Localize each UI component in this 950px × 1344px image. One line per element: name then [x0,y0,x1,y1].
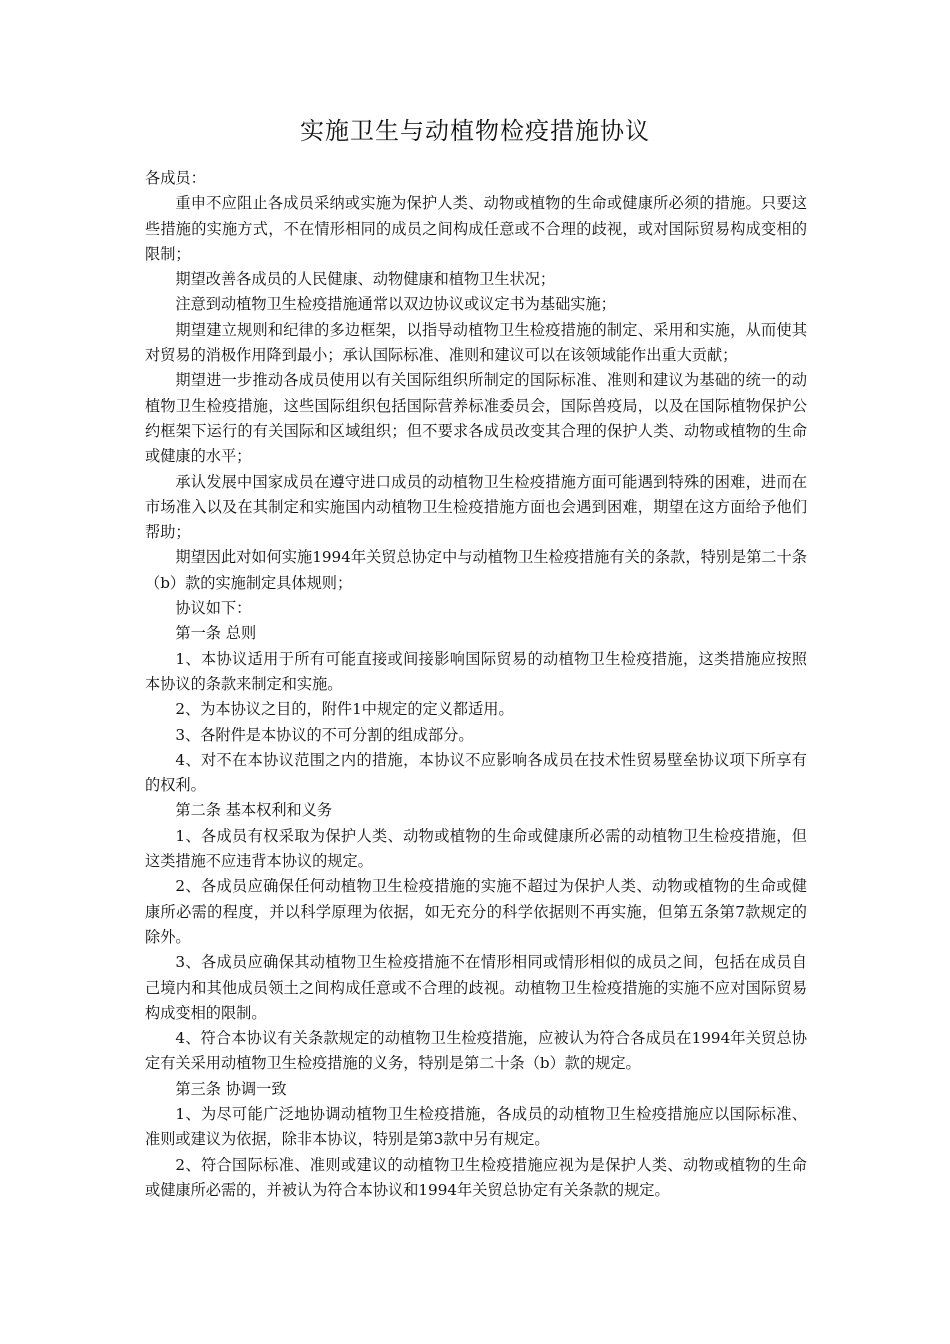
preamble-paragraph: 期望建立规则和纪律的多边框架，以指导动植物卫生检疫措施的制定、采用和实施，从而使其对贸易的消极作用降到最小；承认国际标准、准则和建议可以在该领域能作出重大贡献； [145,320,807,365]
preamble-paragraph: 承认发展中国家成员在遵守进口成员的动植物卫生检疫措施方面可能遇到特殊的困难，进而在市场准入以及在其制定和实施国内动植物卫生检疫措施方面也会遇到困难，期望在这方面给予他们帮助； [145,472,807,542]
article-clause: 4、符合本协议有关条款规定的动植物卫生检疫措施，应被认为符合各成员在1994年关贸总协定有关采用动植物卫生检疫措施的义务，特别是第二十条（b）款的规定。 [145,1029,807,1073]
article-clause: 4、对不在本协议范围之内的措施，本协议不应影响各成员在技术性贸易壁垒协议项下所享有的权利。 [145,750,807,795]
agreement-intro: 协议如下： [175,599,252,618]
preamble-paragraph: 注意到动植物卫生检疫措施通常以双边协议或议定书为基础实施； [175,295,616,314]
article-heading: 第一条 总则 [175,624,257,643]
article-heading: 第二条 基本权利和义务 [175,801,333,820]
article-clause: 3、各成员应确保其动植物卫生检疫措施不在情形相同或情形相似的成员之间，包括在成员自己境内和其他成员领土之间构成任意或不合理的歧视。动植物卫生检疫措施的实施不应对国际贸易构成变相的限制。 [145,953,807,1022]
document-body [145,166,807,1203]
salutation: 各成员： [145,169,206,187]
preamble-paragraph: 期望进一步推动各成员使用以有关国际组织所制定的国际标准、准则和建议为基础的统一的动植物卫生检疫措施，这些国际组织包括国际营养标准委员会，国际兽疫局，以及在国际植物保护公约框架下运行的有关国际和区域组织；但不要求各成员改变其合理的保护人类、动物或植物的生命或健康的水平； [145,371,807,466]
article-clause: 2、符合国际标准、准则或建议的动植物卫生检疫措施应视为是保护人类、动物或植物的生命或健康所必需的，并被认为符合本协议和1994年关贸总协定有关条款的规定。 [145,1155,807,1199]
article-clause: 1、本协议适用于所有可能直接或间接影响国际贸易的动植物卫生检疫措施，这类措施应按照本协议的条款来制定和实施。 [145,649,807,693]
preamble-paragraph: 重申不应阻止各成员采纳或实施为保护人类、动物或植物的生命或健康所必须的措施。只要这些措施的实施方式，不在情形相同的成员之间构成任意或不合理的歧视，或对国际贸易构成变相的限制； [145,194,807,263]
preamble-paragraph: 期望因此对如何实施1994年关贸总协定中与动植物卫生检疫措施有关的条款，特别是第二十条（b）款的实施制定具体规则； [145,548,807,592]
document-title: 实施卫生与动植物检疫措施协议 [300,117,650,145]
article-clause: 2、各成员应确保任何动植物卫生检疫措施的实施不超过为保护人类、动物或植物的生命或健康所必需的程度，并以科学原理为依据，如无充分的科学依据则不再实施，但第五条第7款规定的除外。 [145,877,807,946]
article-clause: 2、为本协议之目的，附件1中规定的定义都适用。 [175,700,514,719]
preamble-paragraph: 期望改善各成员的人民健康、动物健康和植物卫生状况； [175,270,556,289]
article-clause: 3、各附件是本协议的不可分割的组成部分。 [175,725,474,744]
article-heading: 第三条 协调一致 [175,1079,287,1098]
article-clause: 1、为尽可能广泛地协调动植物卫生检疫措施，各成员的动植物卫生检疫措施应以国际标准、准则或建议为依据，除非本协议，特别是第3款中另有规定。 [145,1104,807,1149]
article-clause: 1、各成员有权采取为保护人类、动物或植物的生命或健康所必需的动植物卫生检疫措施，但这类措施不应违背本协议的规定。 [145,826,807,871]
